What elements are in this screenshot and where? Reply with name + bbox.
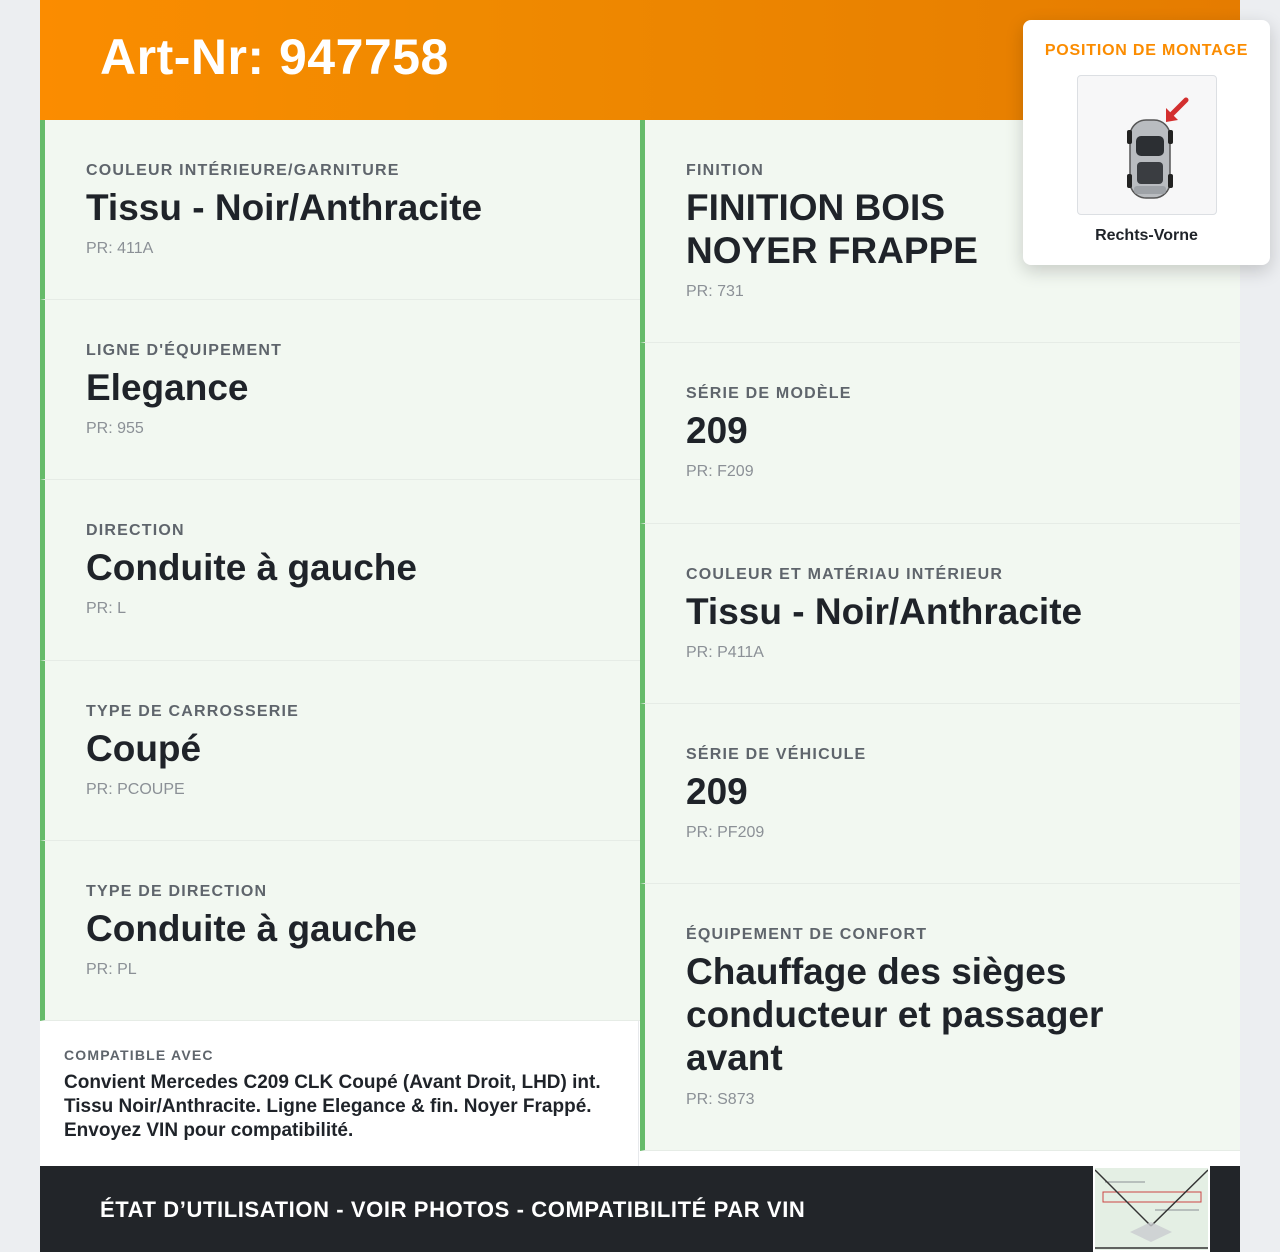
mount-position-card — [1023, 20, 1270, 265]
label-photo-icon — [1095, 1168, 1208, 1250]
field-value: Chauffage des sièges conducteur et passager avant — [686, 951, 1104, 1078]
field-label: TYPE DE CARROSSERIE — [86, 703, 300, 720]
product-sheet — [40, 0, 1249, 1252]
article-number-title: Art-Nr: 947758 — [100, 29, 449, 85]
field-pr-code: PR: 731 — [686, 283, 744, 300]
field-comfort-equipment — [640, 884, 1240, 1151]
red-arrow-icon — [1166, 100, 1186, 122]
field-equipment-line — [40, 300, 640, 480]
field-label: COULEUR INTÉRIEURE/GARNITURE — [86, 162, 400, 179]
field-value: 209 — [686, 410, 748, 451]
field-label: SÉRIE DE VÉHICULE — [686, 746, 867, 763]
field-pr-code: PR: P411A — [686, 644, 764, 661]
footer-bar — [40, 1166, 1240, 1252]
field-steering — [40, 480, 640, 661]
field-label: SÉRIE DE MODÈLE — [686, 385, 852, 402]
field-pr-code: PR: F209 — [686, 463, 754, 480]
field-steering-type — [40, 841, 640, 1021]
field-value: Tissu - Noir/Anthracite — [686, 591, 1083, 632]
field-value: Conduite à gauche — [86, 547, 417, 588]
field-label: TYPE DE DIRECTION — [86, 883, 268, 900]
field-value: 209 — [686, 771, 748, 812]
field-label: ÉQUIPEMENT DE CONFORT — [686, 926, 928, 943]
car-top-view-icon — [1078, 76, 1216, 214]
field-interior-color — [40, 120, 640, 300]
compatibility-text: Convient Mercedes C209 CLK Coupé (Avant Droit, LHD) int. Tissu Noir/Anthracite. Ligne Elegance & fin. Noyer Frappé. Envoyez VIN pour compatibilité. — [64, 1072, 601, 1141]
label-photo-thumbnail[interactable] — [1093, 1166, 1210, 1252]
field-pr-code: PR: 955 — [86, 420, 144, 437]
field-body-type — [40, 661, 640, 841]
field-label: LIGNE D'ÉQUIPEMENT — [86, 342, 283, 359]
field-value: Conduite à gauche — [86, 908, 417, 949]
field-value: Tissu - Noir/Anthracite — [86, 187, 483, 228]
compatibility-label: COMPATIBLE AVEC — [64, 1047, 214, 1063]
field-label: COULEUR ET MATÉRIAU INTÉRIEUR — [686, 566, 1004, 583]
footer-text: ÉTAT D’UTILISATION - VOIR PHOTOS - COMPATIBILITÉ PAR VIN — [100, 1197, 806, 1222]
field-pr-code: PR: PF209 — [686, 824, 765, 841]
field-pr-code: PR: 411A — [86, 240, 154, 257]
field-pr-code: PR: S873 — [686, 1091, 755, 1108]
field-value: Coupé — [86, 728, 202, 769]
field-pr-code: PR: PL — [86, 961, 137, 978]
field-pr-code: PR: PCOUPE — [86, 781, 185, 798]
field-model-series — [640, 343, 1240, 524]
field-label: FINITION — [686, 162, 765, 179]
field-vehicle-series — [640, 704, 1240, 884]
mount-position-title: POSITION DE MONTAGE — [1044, 42, 1249, 59]
compatibility-box — [40, 1021, 639, 1166]
field-value: FINITION BOIS NOYER FRAPPE — [686, 187, 978, 271]
field-pr-code: PR: L — [86, 600, 127, 617]
field-interior-material — [640, 524, 1240, 704]
field-value: Elegance — [86, 367, 249, 408]
field-label: DIRECTION — [86, 522, 185, 539]
mount-position-value: Rechts-Vorne — [1095, 227, 1198, 244]
mount-position-image — [1077, 75, 1217, 215]
